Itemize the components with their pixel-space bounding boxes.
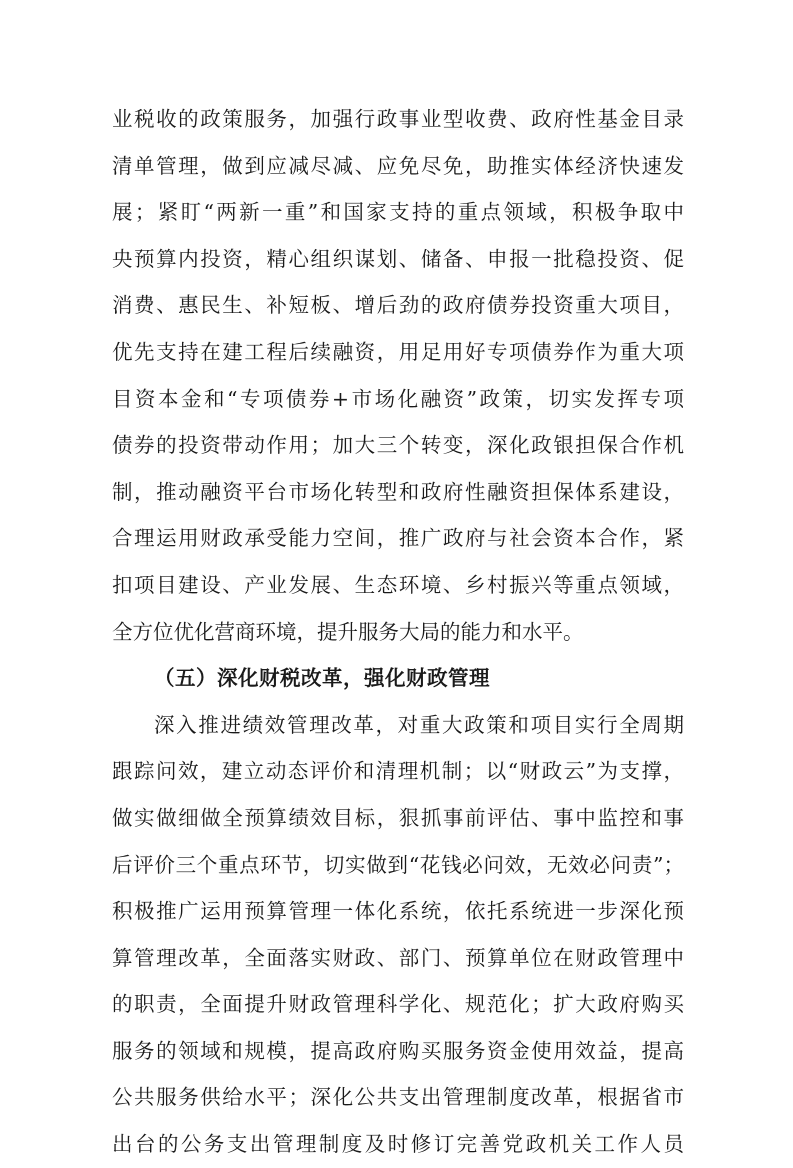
text-line: 公共服务供给水平；深化公共支出管理制度改革，根据省市	[112, 1085, 684, 1110]
text-line: 全方位优化营商环境，提升服务大局的能力和水平。	[112, 619, 584, 644]
text-line: 优先支持在建工程后续融资，用足用好专项债券作为重大项	[112, 339, 684, 364]
text-line: 清单管理，做到应减尽减、应免尽免，助推实体经济快速发	[112, 153, 684, 178]
text-line: 制，推动融资平台市场化转型和政府性融资担保体系建设，	[112, 479, 684, 504]
text-line: 出台的公务支出管理制度及时修订完善党政机关工作人员	[112, 1132, 684, 1157]
text-line: 消费、惠民生、补短板、增后劲的政府债券投资重大项目，	[112, 293, 684, 318]
text-line: 展；紧盯“两新一重”和国家支持的重点领域，积极争取中	[112, 200, 684, 225]
text-line: 扣项目建设、产业发展、生态环境、乡村振兴等重点领域，	[112, 572, 684, 597]
text-line: 算管理改革，全面落实财政、部门、预算单位在财政管理中	[112, 945, 684, 970]
text-line: 跟踪问效，建立动态评价和清理机制；以“财政云”为支撑，	[112, 759, 684, 784]
section-heading: （五）深化财税改革，强化财政管理	[154, 666, 490, 691]
text-line: 央预算内投资，精心组织谋划、储备、申报一批稳投资、促	[112, 246, 684, 271]
text-line: 积极推广运用预算管理一体化系统，依托系统进一步深化预	[112, 899, 684, 924]
text-line: 后评价三个重点环节，切实做到“花钱必问效，无效必问责”；	[112, 852, 684, 877]
text-line: 服务的领域和规模，提高政府购买服务资金使用效益，提高	[112, 1038, 684, 1063]
text-line: 业税收的政策服务，加强行政事业型收费、政府性基金目录	[112, 107, 684, 131]
text-line: 的职责，全面提升财政管理科学化、规范化；扩大政府购买	[112, 992, 684, 1017]
text-line: 目资本金和“专项债券+市场化融资”政策，切实发挥专项	[112, 386, 684, 411]
text-line: 做实做细做全预算绩效目标，狠抓事前评估、事中监控和事	[112, 805, 684, 830]
text-line: 债券的投资带动作用；加大三个转变，深化政银担保合作机	[112, 433, 684, 458]
text-line: 深入推进绩效管理改革，对重大政策和项目实行全周期	[154, 712, 684, 737]
body-text	[112, 96, 684, 1168]
text-line: 合理运用财政承受能力空间，推广政府与社会资本合作，紧	[112, 526, 684, 551]
